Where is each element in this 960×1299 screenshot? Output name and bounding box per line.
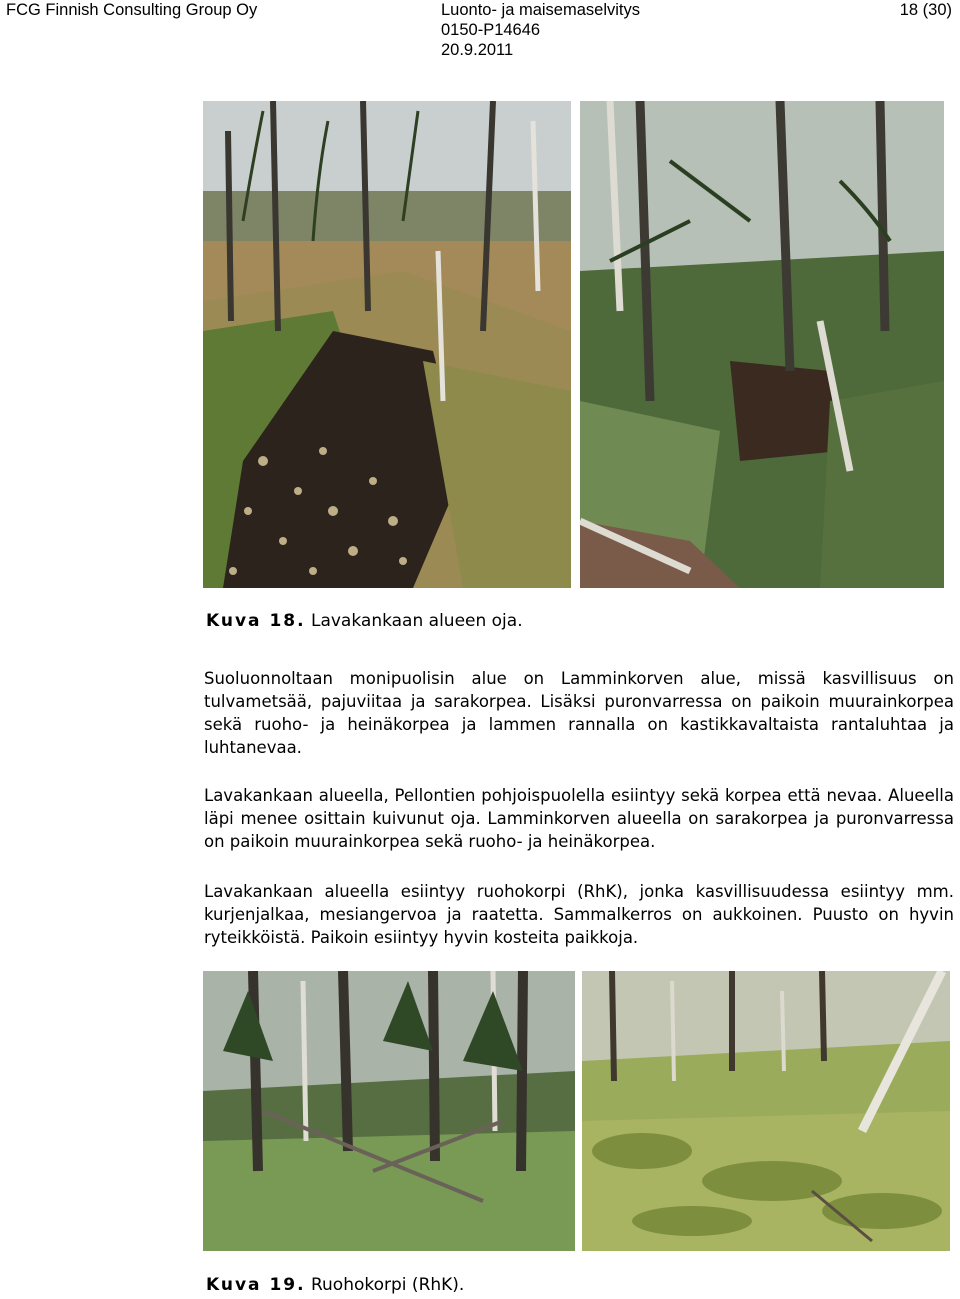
figure-18-caption bbox=[206, 611, 523, 631]
figure-19-text: Ruohokorpi (RhK). bbox=[310, 1275, 465, 1295]
paragraph-ruohokorpi: Lavakankaan alueella esiintyy ruohokorpi (RhK), jonka kasvillisuudessa esiintyy mm. kurjenjalkaa, mesiangervoa ja raatetta. Sammalkerros on aukkoinen. Puusto on hyvin ryteikköistä. Paikoin esiintyy hyvin kosteita paikkoja. bbox=[204, 882, 954, 947]
figure-19-caption bbox=[206, 1275, 464, 1295]
photo-moss-birch-forest bbox=[582, 971, 950, 1251]
photo-ditch-grass bbox=[203, 101, 571, 588]
header-date: 20.9.2011 bbox=[441, 41, 514, 59]
photo-spruce-forest bbox=[203, 971, 575, 1251]
figure-18-label: Kuva 18. bbox=[206, 611, 306, 631]
header-doc-id: 0150-P14646 bbox=[441, 21, 541, 39]
figure-18-text: Lavakankaan alueen oja. bbox=[310, 611, 523, 631]
photo-forest-stream bbox=[580, 101, 944, 588]
paragraph-lavakangas: Lavakankaan alueella, Pellontien pohjoispuolella esiintyy sekä korpea että nevaa. Alueella läpi menee osittain kuivunut oja. Lamminkorven alueella on sarakorpea ja puronvarressa on paikoin muurainkorpea sekä ruoho- ja heinäkorpea. bbox=[204, 786, 954, 851]
header-company: FCG Finnish Consulting Group Oy bbox=[6, 1, 258, 19]
paragraph-lamminkorpi: Suoluonnoltaan monipuolisin alue on Lamminkorven alue, missä kasvillisuus on tulvametsää, pajuviitaa ja sarakorpea. Lisäksi puronvarressa on paikoin muurainkorpea sekä ruoho- ja heinäkorpea ja lammen rannalla on kastikkavaltaista rantaluhtaa ja luhtanevaa. bbox=[204, 669, 954, 757]
header-page-number: 18 (30) bbox=[899, 1, 952, 19]
figure-19-label: Kuva 19. bbox=[206, 1275, 306, 1295]
header-title: Luonto- ja maisemaselvitys bbox=[441, 1, 640, 19]
header-block bbox=[441, 0, 640, 60]
